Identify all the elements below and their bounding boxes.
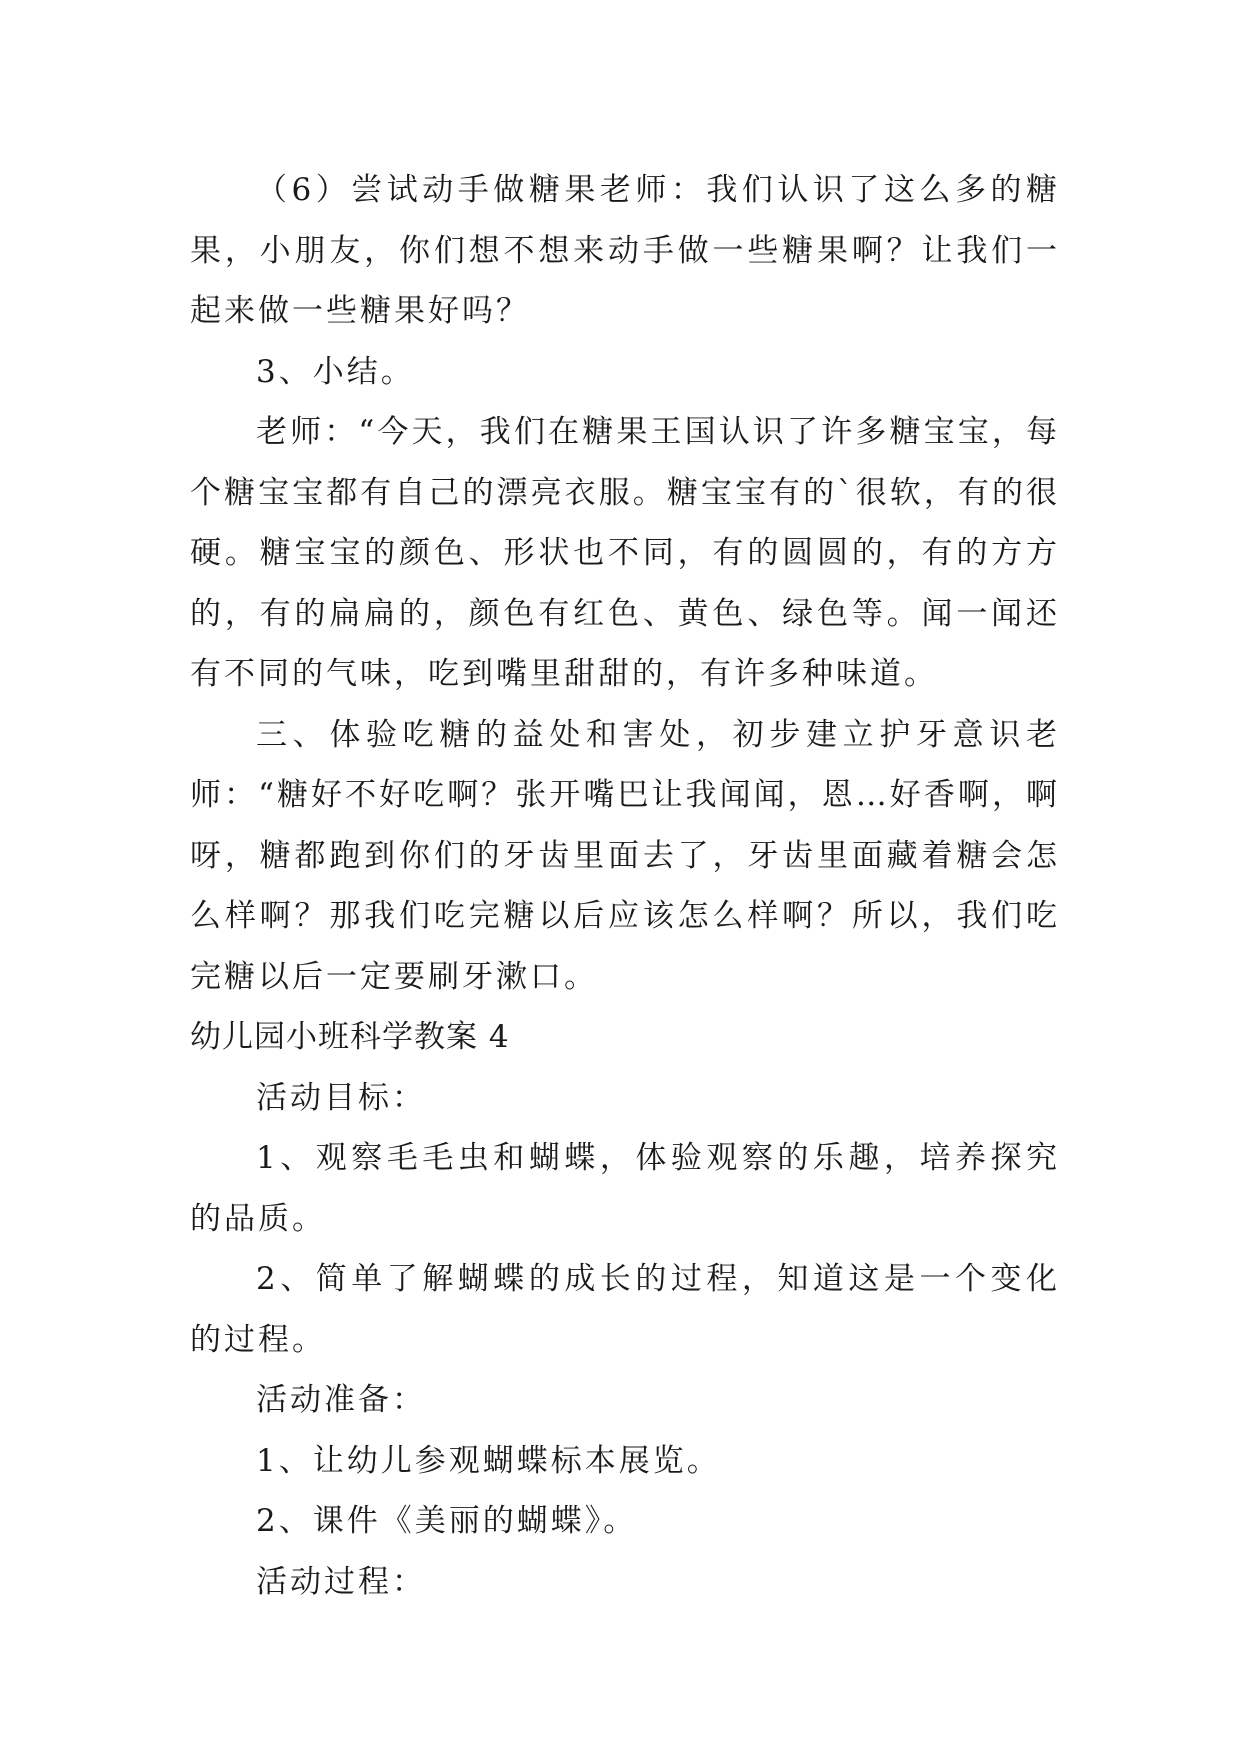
paragraph-tooth-care: 三、体验吃糖的益处和害处，初步建立护牙意识老师：“糖好不好吃啊？张开嘴巴让我闻闻，恩…好香啊，啊呀，糖都跑到你们的牙齿里面去了，牙齿里面藏着糖会怎么样啊？那我们吃完糖以后应该怎么样啊？所以，我们吃完糖以后一定要刷牙漱口。 bbox=[190, 716, 1060, 995]
paragraph-prep-1: 1、让幼儿参观蝴蝶标本展览。 bbox=[256, 1442, 721, 1479]
paragraph-goals-heading: 活动目标： bbox=[256, 1079, 426, 1116]
document-body bbox=[190, 160, 1060, 1612]
paragraph-teacher-summary: 老师：“今天，我们在糖果王国认识了许多糖宝宝，每个糖宝宝都有自己的漂亮衣服。糖宝宝有的`很软，有的很硬。糖宝宝的颜色、形状也不同，有的圆圆的，有的方方的，有的扁扁的，颜色有红色、黄色、绿色等。闻一闻还有不同的气味，吃到嘴里甜甜的，有许多种味道。 bbox=[190, 414, 1060, 692]
section-title: 幼儿园小班科学教案 4 bbox=[190, 1019, 510, 1055]
paragraph-goal-1: 1、观察毛毛虫和蝴蝶，体验观察的乐趣，培养探究的品质。 bbox=[190, 1140, 1060, 1237]
paragraph-summary-heading: 3、小结。 bbox=[256, 353, 415, 390]
paragraph-goal-2: 2、简单了解蝴蝶的成长的过程，知道这是一个变化的过程。 bbox=[190, 1261, 1060, 1358]
paragraph-prep-heading: 活动准备： bbox=[256, 1382, 426, 1418]
paragraph-make-candy: （6）尝试动手做糖果老师：我们认识了这么多的糖果，小朋友，你们想不想来动手做一些糖果啊？让我们一起来做一些糖果好吗？ bbox=[190, 172, 1060, 329]
paragraph-process-heading: 活动过程： bbox=[256, 1563, 426, 1600]
paragraph-prep-2: 2、课件《美丽的蝴蝶》。 bbox=[256, 1503, 638, 1539]
